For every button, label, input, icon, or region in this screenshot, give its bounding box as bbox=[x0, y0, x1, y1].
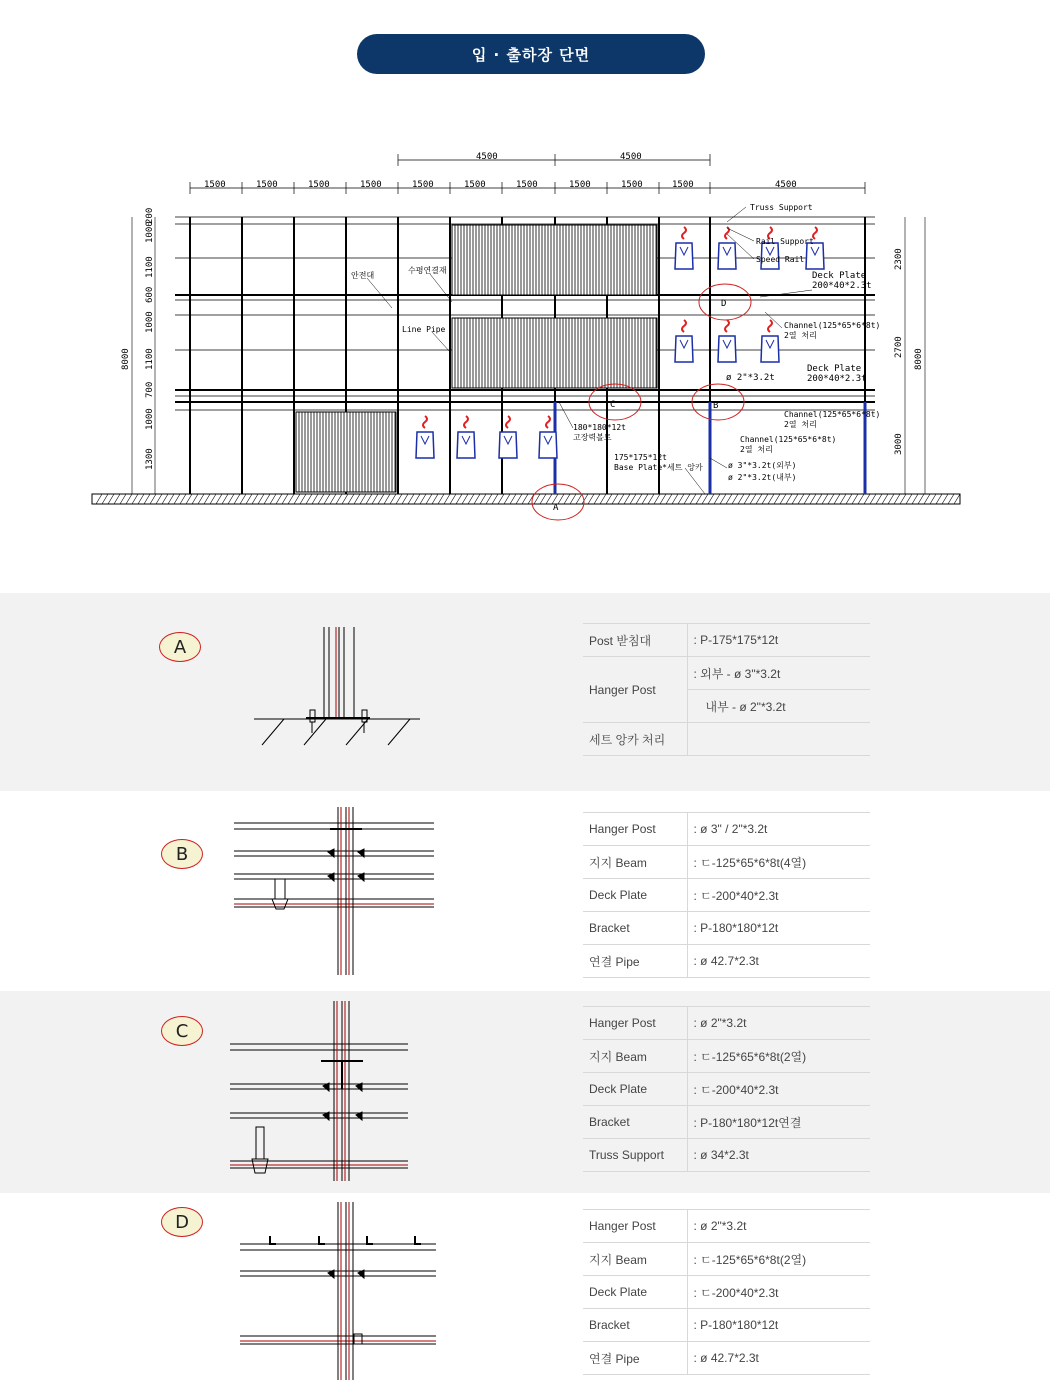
label-channel-3-note: 2열 처리 bbox=[740, 445, 773, 454]
table-row bbox=[583, 1040, 870, 1073]
mark-b: B bbox=[713, 401, 719, 411]
label-pipe-2-in: ø 2"*3.2t(내부) bbox=[728, 473, 797, 482]
dim-span: 1500 bbox=[516, 180, 538, 190]
label-channel-3: Channel(125*65*6*8t) bbox=[740, 435, 837, 444]
label-deck-plate-2-spec: 200*40*2.3t bbox=[807, 374, 867, 384]
detail-b-spec-table bbox=[583, 812, 870, 978]
label-horizontal-conn: 수평연결재 bbox=[408, 266, 447, 275]
dim-left-total: 8000 bbox=[121, 348, 131, 370]
dim-span: 1500 bbox=[308, 180, 330, 190]
table-row bbox=[583, 1342, 870, 1375]
table-row bbox=[583, 657, 870, 690]
label-channel-2-note: 2열 처리 bbox=[784, 420, 817, 429]
spec-key: 연결 Pipe bbox=[583, 945, 687, 978]
dim-top-2: 4500 bbox=[620, 152, 642, 162]
dim-span: 1500 bbox=[256, 180, 278, 190]
dim-right-3: 3000 bbox=[894, 433, 904, 455]
label-channel-1: Channel(125*65*6*8t) bbox=[784, 321, 881, 330]
table-row bbox=[583, 846, 870, 879]
page-title: 입 · 출하장 단면 bbox=[357, 34, 705, 74]
dim-left-segment: 1300 bbox=[145, 448, 155, 470]
spec-key: Deck Plate bbox=[583, 1276, 687, 1309]
detail-section-d bbox=[0, 1193, 1050, 1400]
label-deck-plate-1-spec: 200*40*2.3t bbox=[812, 281, 872, 291]
dim-left-segment: 700 bbox=[145, 381, 155, 398]
mark-d: D bbox=[721, 299, 727, 309]
spec-key: Bracket bbox=[583, 1106, 687, 1139]
spec-key: Truss Support bbox=[583, 1139, 687, 1172]
label-base-plate-1: 175*175*12t bbox=[614, 453, 667, 462]
table-row bbox=[583, 1276, 870, 1309]
detail-d-spec-table bbox=[583, 1209, 870, 1375]
spec-key: Bracket bbox=[583, 912, 687, 945]
spec-value: 내부 - ø 2"*3.2t bbox=[687, 690, 870, 723]
spec-value: : ø 42.7*2.3t bbox=[687, 945, 870, 978]
table-row bbox=[583, 879, 870, 912]
spec-key: 연결 Pipe bbox=[583, 1342, 687, 1375]
table-row bbox=[583, 1106, 870, 1139]
table-row bbox=[583, 1309, 870, 1342]
dim-right-2: 2700 bbox=[894, 336, 904, 358]
spec-value bbox=[687, 723, 870, 756]
spec-value: : P-175*175*12t bbox=[687, 624, 870, 657]
spec-value: : ø 3" / 2"*3.2t bbox=[687, 813, 870, 846]
dim-span: 1500 bbox=[464, 180, 486, 190]
label-base-plate-2: Base Plate*세트 앙카 bbox=[614, 463, 703, 472]
dim-span: 1500 bbox=[204, 180, 226, 190]
spec-key: Hanger Post bbox=[583, 813, 687, 846]
spec-key: Deck Plate bbox=[583, 879, 687, 912]
spec-key: Bracket bbox=[583, 1309, 687, 1342]
spec-key: 세트 앙카 처리 bbox=[583, 723, 687, 756]
spec-value: : ø 42.7*2.3t bbox=[687, 1342, 870, 1375]
detail-c-spec-table bbox=[583, 1006, 870, 1172]
detail-section-c bbox=[0, 991, 1050, 1193]
dim-right-total: 8000 bbox=[914, 348, 924, 370]
detail-mark-d: D bbox=[161, 1207, 203, 1237]
label-channel-2: Channel(125*65*6*8t) bbox=[784, 410, 881, 419]
table-row bbox=[583, 1073, 870, 1106]
label-line-pipe: Line Pipe bbox=[402, 325, 446, 334]
spec-key: 지지 Beam bbox=[583, 1040, 687, 1073]
dim-left-segment: 600 bbox=[145, 286, 155, 303]
dim-left-segment: 200 bbox=[145, 207, 155, 224]
dim-span: 1500 bbox=[360, 180, 382, 190]
label-deck-plate-2: Deck Plate bbox=[807, 364, 862, 374]
spec-key: Post 받침대 bbox=[583, 624, 687, 657]
spec-key: 지지 Beam bbox=[583, 1243, 687, 1276]
table-row bbox=[583, 813, 870, 846]
table-row bbox=[583, 912, 870, 945]
dim-span: 1500 bbox=[672, 180, 694, 190]
dim-span: 1500 bbox=[621, 180, 643, 190]
section-elevation-drawing bbox=[0, 140, 1050, 530]
spec-key: Hanger Post bbox=[583, 1007, 687, 1040]
dim-left-segment: 1100 bbox=[145, 256, 155, 278]
spec-value: : P-180*180*12t bbox=[687, 912, 870, 945]
dim-left-segment: 1100 bbox=[145, 348, 155, 370]
detail-c-drawing bbox=[228, 999, 413, 1183]
detail-mark-b: B bbox=[161, 839, 203, 869]
dim-left-segment: 1000 bbox=[145, 311, 155, 333]
detail-d-drawing bbox=[236, 1200, 441, 1382]
dim-left-segment: 1000 bbox=[145, 408, 155, 430]
dim-span: 1500 bbox=[569, 180, 591, 190]
spec-value: : ø 2"*3.2t bbox=[687, 1007, 870, 1040]
spec-key: Hanger Post bbox=[583, 1210, 687, 1243]
spec-value: : ø 2"*3.2t bbox=[687, 1210, 870, 1243]
spec-value: : ㄷ-125*65*6*8t(2열) bbox=[687, 1243, 870, 1276]
label-deck-plate-1: Deck Plate bbox=[812, 271, 867, 281]
table-row bbox=[583, 1007, 870, 1040]
spec-value: : P-180*180*12t연결 bbox=[687, 1106, 870, 1139]
spec-key: Deck Plate bbox=[583, 1073, 687, 1106]
spec-value: : ㄷ-125*65*6*8t(4열) bbox=[687, 846, 870, 879]
spec-value: : ø 34*2.3t bbox=[687, 1139, 870, 1172]
dim-span: 1500 bbox=[412, 180, 434, 190]
table-row bbox=[583, 1139, 870, 1172]
detail-a-spec-table bbox=[583, 623, 870, 756]
dim-left-segment: 1000 bbox=[145, 221, 155, 243]
label-bracket-1: 180*180*12t bbox=[573, 423, 626, 432]
label-pipe-2: ø 2"*3.2t bbox=[726, 373, 775, 383]
spec-value: : 외부 - ø 3"*3.2t bbox=[687, 657, 870, 690]
spec-key: 지지 Beam bbox=[583, 846, 687, 879]
table-row bbox=[583, 945, 870, 978]
spec-value: : ㄷ-200*40*2.3t bbox=[687, 879, 870, 912]
label-channel-1-note: 2열 처리 bbox=[784, 331, 817, 340]
label-bracket-2: 고장력볼트 bbox=[573, 433, 612, 442]
label-pipe-3-out: ø 3"*3.2t(외부) bbox=[728, 461, 797, 470]
label-truss-support: Truss Support bbox=[750, 203, 813, 212]
table-row bbox=[583, 1210, 870, 1243]
detail-mark-c: C bbox=[161, 1016, 203, 1046]
label-rail-support: Rail Support bbox=[756, 237, 814, 246]
table-row bbox=[583, 1243, 870, 1276]
dim-right-1: 2300 bbox=[894, 248, 904, 270]
label-safety-bar: 안전대 bbox=[351, 271, 375, 280]
detail-section-b bbox=[0, 791, 1050, 991]
spec-value: : P-180*180*12t bbox=[687, 1309, 870, 1342]
table-row bbox=[583, 723, 870, 756]
spec-value: : ㄷ-125*65*6*8t(2열) bbox=[687, 1040, 870, 1073]
detail-section-a bbox=[0, 593, 1050, 791]
mark-c: C bbox=[610, 400, 616, 410]
spec-value: : ㄷ-200*40*2.3t bbox=[687, 1276, 870, 1309]
detail-b-drawing bbox=[230, 805, 440, 977]
dim-span: 4500 bbox=[775, 180, 797, 190]
detail-mark-a: A bbox=[159, 632, 201, 662]
spec-value: : ㄷ-200*40*2.3t bbox=[687, 1073, 870, 1106]
spec-key: Hanger Post bbox=[583, 657, 687, 723]
dim-top-1: 4500 bbox=[476, 152, 498, 162]
mark-a: A bbox=[553, 503, 559, 513]
table-row bbox=[583, 624, 870, 657]
detail-a-drawing bbox=[250, 623, 430, 753]
label-speed-rail: Speed Rail bbox=[756, 255, 805, 264]
